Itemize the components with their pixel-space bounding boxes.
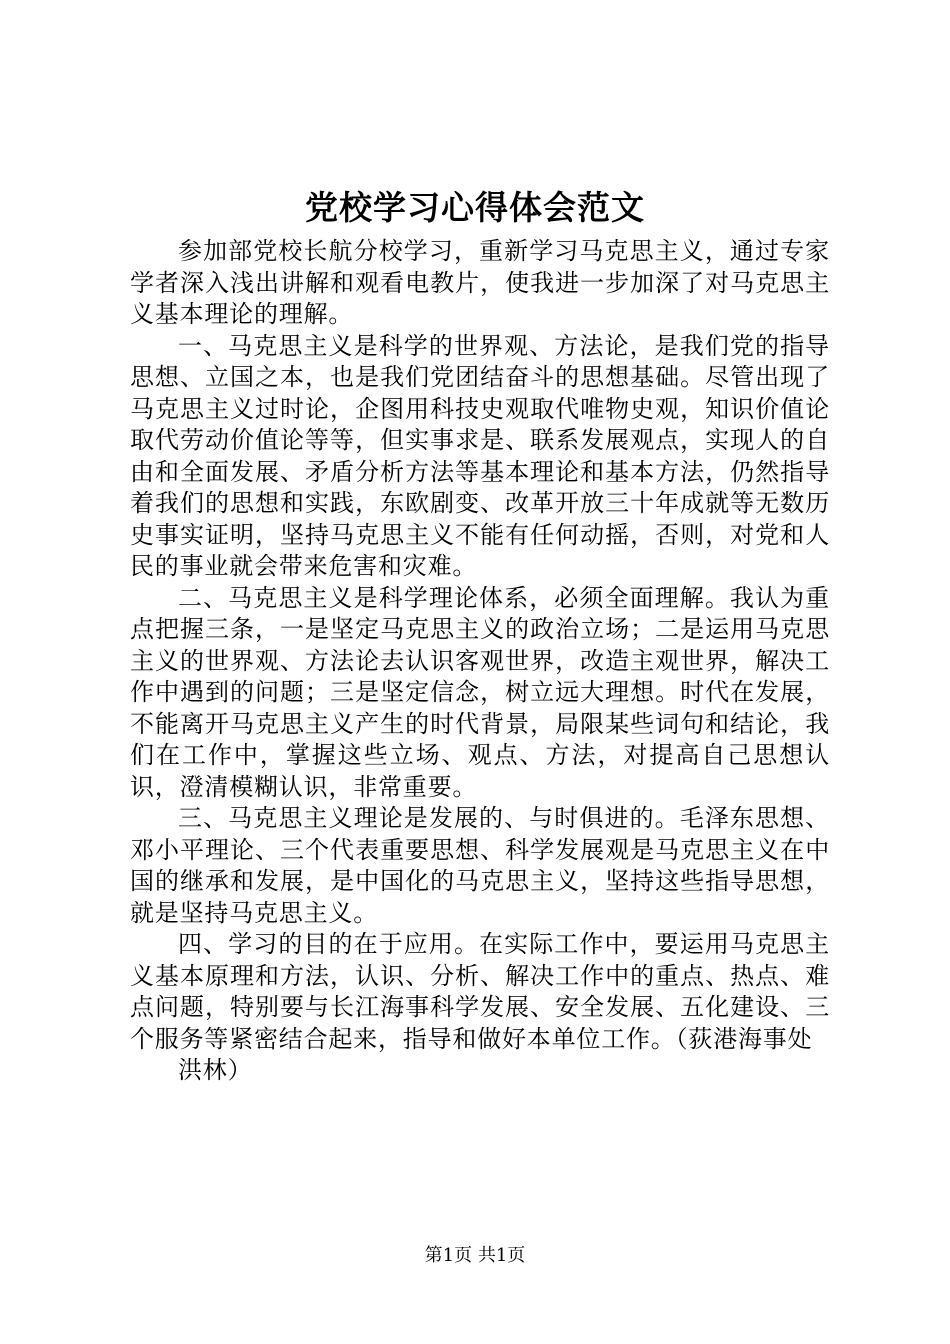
document-title: 党校学习心得体会范文 (305, 188, 645, 227)
author-signature: 洪林） (178, 1056, 253, 1084)
document-body (130, 236, 830, 1087)
paragraph-point-three: 三、马克思主义理论是发展的、与时俱进的。毛泽东思想、邓小平理论、三个代表重要思想、科学发展观是马克思主义在中国的继承和发展，是中国化的马克思主义，坚持这些指导思想，就是坚持马克思主义。 (130, 804, 830, 927)
paragraph-point-two: 二、马克思主义是科学理论体系，必须全面理解。我认为重点把握三条，一是坚定马克思主义的政治立场；二是运用马克思主义的世界观、方法论去认识客观世界，改造主观世界，解决工作中遇到的问题；三是坚定信念，树立远大理想。时代在发展，不能离开马克思主义产生的时代背景，局限某些词句和结论，我们在工作中，掌握这些立场、观点、方法，对提高自己思想认识，澄清模糊认识，非常重要。 (130, 583, 830, 801)
paragraph-intro: 参加部党校长航分校学习，重新学习马克思主义，通过专家学者深入浅出讲解和观看电教片，使我进一步加深了对马克思主义基本理论的理解。 (130, 237, 830, 328)
paragraph-point-four: 四、学习的目的在于应用。在实际工作中，要运用马克思主义基本原理和方法，认识、分析、解决工作中的重点、热点、难点问题，特别要与长江海事科学发展、安全发展、五化建设、三个服务等紧密结合起来，指导和做好本单位工作。（荻港海事处 (130, 930, 830, 1053)
paragraph-point-one: 一、马克思主义是科学的世界观、方法论，是我们党的指导思想、立国之本，也是我们党团结奋斗的思想基础。尽管出现了马克思主义过时论，企图用科技史观取代唯物史观，知识价值论取代劳动价值论等等，但实事求是、联系发展观点，实现人的自由和全面发展、矛盾分析方法等基本理论和基本方法，仍然指导着我们的思想和实践，东欧剧变、改革开放三十年成就等无数历史事实证明，坚持马克思主义不能有任何动摇，否则，对党和人民的事业就会带来危害和灾难。 (130, 331, 830, 580)
page-footer: 第1页 共1页 (424, 1245, 526, 1266)
